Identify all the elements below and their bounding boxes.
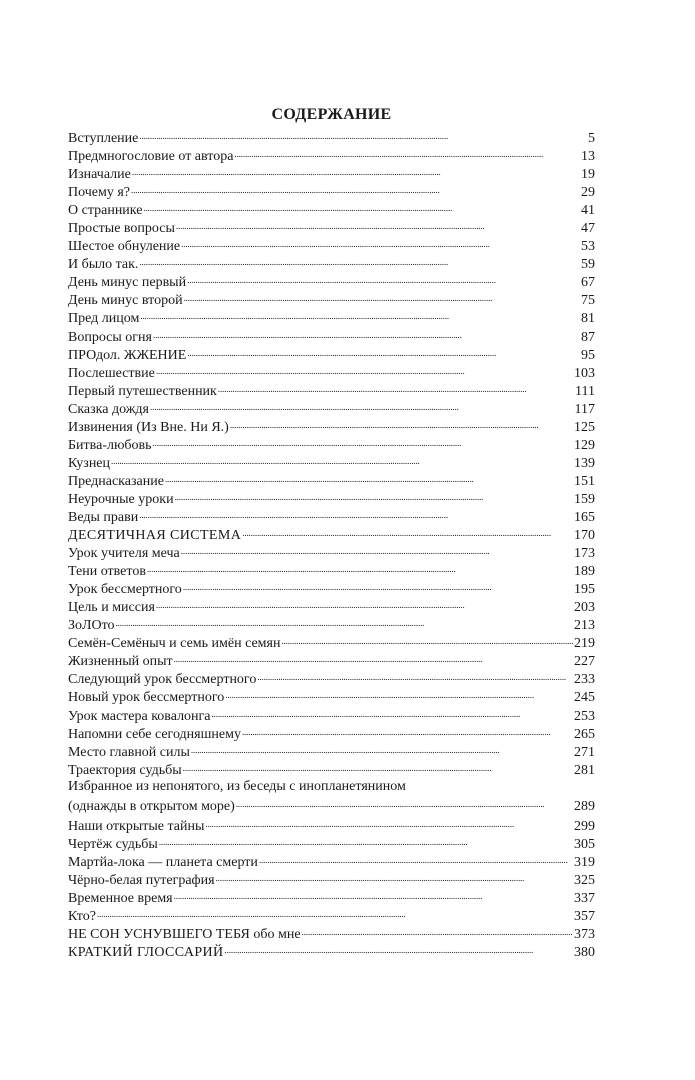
toc-entry-label: Изначалие	[68, 167, 131, 183]
toc-entry-label: Кто?	[68, 909, 96, 925]
toc-entry-label: Следующий урок бессмертного	[68, 672, 257, 688]
toc-entry	[68, 942, 595, 960]
toc-entry-label: И было так.	[68, 257, 139, 273]
toc-entry-label: Мартйа-лока — планета смерти	[68, 854, 258, 870]
toc-entry-label: (однажды в открытом море)	[68, 798, 235, 814]
toc-entry-label: ЗоЛОто	[68, 618, 115, 634]
toc-entry-label: Послешествие	[68, 365, 155, 381]
dot-leader	[218, 381, 574, 395]
toc-entry	[68, 816, 595, 834]
dot-leader	[230, 417, 573, 431]
toc-entry-label: Урок мастера ковалонга	[68, 708, 211, 724]
toc-entry	[68, 651, 595, 669]
toc-entry	[68, 417, 595, 435]
dot-leader	[143, 200, 580, 214]
toc-entry-label: Неурочные уроки	[68, 491, 174, 507]
toc-entry	[68, 254, 595, 272]
toc-entry-label: КРАТКИЙ ГЛОССАРИЙ	[68, 945, 224, 961]
dot-leader	[187, 272, 580, 286]
toc-entry	[68, 633, 595, 651]
toc-entry-page-number: 111	[575, 383, 595, 399]
toc-entry-page-number: 245	[574, 690, 595, 706]
toc-entry-label-line1: Избранное из непонятого, из беседы с инопланетянином	[68, 778, 406, 794]
toc-entry	[68, 453, 595, 471]
toc-entry-page-number: 299	[574, 818, 595, 834]
toc-entry-page-number: 265	[574, 726, 595, 742]
toc-entry-label: Простые вопросы	[68, 221, 175, 237]
dot-leader	[183, 579, 573, 593]
toc-entry-page-number: 319	[574, 854, 595, 870]
toc-entry-label: НЕ СОН УСНУВШЕГО ТЕБЯ обо мне	[68, 927, 301, 943]
toc-entry	[68, 218, 595, 236]
dot-leader	[236, 796, 573, 810]
toc-entry-page-number: 87	[581, 329, 595, 345]
toc-entry-page-number: 213	[574, 618, 595, 634]
dot-leader	[181, 236, 580, 250]
toc-entry-page-number: 357	[574, 909, 595, 925]
toc-entry-page-number: 41	[581, 203, 595, 219]
dot-leader	[184, 290, 580, 304]
toc-entry-page-number: 59	[581, 257, 595, 273]
toc-entry-label: О страннике	[68, 203, 143, 219]
toc-entry	[68, 327, 595, 345]
toc-title: СОДЕРЖАНИЕ	[271, 106, 392, 123]
toc-entry-label: Чертёж судьбы	[68, 836, 158, 852]
toc-entry-label: Пред лицом	[68, 311, 140, 327]
toc-entry-label: Битва-любовь	[68, 437, 152, 453]
dot-leader	[183, 760, 573, 774]
toc-entry-page-number: 81	[581, 311, 595, 327]
dot-leader	[153, 327, 580, 341]
toc-entry-label: Преднасказание	[68, 473, 164, 489]
dot-leader	[147, 561, 573, 575]
toc-entry-page-number: 139	[574, 455, 595, 471]
toc-entry	[68, 200, 595, 218]
dot-leader	[156, 597, 573, 611]
dot-leader	[153, 435, 573, 449]
dot-leader	[205, 816, 573, 830]
toc-entry	[68, 507, 595, 525]
toc-entry-page-number: 159	[574, 491, 595, 507]
dot-leader	[191, 742, 573, 756]
toc-list	[68, 128, 595, 960]
toc-entry-label: Сказка дождя	[68, 401, 149, 417]
toc-entry-page-number: 75	[581, 293, 595, 309]
dot-leader	[259, 852, 573, 866]
toc-entry	[68, 615, 595, 633]
toc-entry-page-number: 151	[574, 473, 595, 489]
toc-entry-page-number: 29	[581, 185, 595, 201]
dot-leader	[181, 543, 573, 557]
toc-entry	[68, 597, 595, 615]
dot-leader	[150, 399, 574, 413]
toc-entry-label: Урок бессмертного	[68, 582, 182, 598]
toc-entry-label: Траектория судьбы	[68, 762, 182, 778]
toc-entry-label: День минус первый	[68, 275, 187, 291]
toc-entry	[68, 778, 595, 816]
toc-entry-page-number: 195	[574, 582, 595, 598]
toc-entry	[68, 272, 595, 290]
dot-leader	[97, 906, 573, 920]
toc-entry-label: Семён-Семёныч и семь имён семян	[68, 636, 281, 652]
toc-entry-page-number: 203	[574, 600, 595, 616]
toc-entry	[68, 870, 595, 888]
toc-entry	[68, 760, 595, 778]
dot-leader	[242, 724, 573, 738]
dot-leader	[111, 453, 573, 467]
toc-entry-label: Предмногословие от автора	[68, 149, 234, 165]
toc-entry-label: Место главной силы	[68, 744, 190, 760]
dot-leader	[174, 651, 573, 665]
dot-leader	[132, 164, 580, 178]
toc-entry	[68, 924, 595, 942]
toc-entry	[68, 345, 595, 363]
toc-entry	[68, 852, 595, 870]
dot-leader	[302, 924, 573, 938]
toc-entry-page-number: 173	[574, 546, 595, 562]
toc-entry-page-number: 271	[574, 744, 595, 760]
toc-entry-page-number: 373	[574, 927, 595, 943]
toc-entry-page-number: 233	[574, 672, 595, 688]
dot-leader	[139, 507, 573, 521]
toc-entry-page-number: 337	[574, 890, 595, 906]
dot-leader	[281, 633, 573, 647]
toc-entry-page-number: 13	[581, 149, 595, 165]
toc-entry-label: Наши открытые тайны	[68, 818, 205, 834]
dot-leader	[131, 182, 580, 196]
toc-entry	[68, 669, 595, 687]
toc-entry-label: Вступление	[68, 131, 139, 146]
toc-entry-page-number: 47	[581, 221, 595, 237]
toc-entry-page-number: 281	[574, 762, 595, 778]
toc-entry	[68, 435, 595, 453]
dot-leader	[156, 363, 573, 377]
dot-leader	[212, 706, 573, 720]
toc-entry	[68, 128, 595, 146]
toc-entry-page-number: 325	[574, 872, 595, 888]
toc-entry-label: Извинения (Из Вне. Ни Я.)	[68, 419, 229, 435]
dot-leader	[139, 254, 580, 268]
dot-leader	[257, 669, 573, 683]
toc-entry	[68, 399, 595, 417]
toc-entry-label: Тени ответов	[68, 564, 146, 580]
toc-entry	[68, 308, 595, 326]
toc-entry-label: Первый путешественник	[68, 383, 217, 399]
toc-entry-label: Кузнец	[68, 455, 111, 471]
toc-entry-page-number: 95	[581, 347, 595, 363]
toc-entry-page-number: 219	[574, 636, 595, 652]
dot-leader	[216, 870, 573, 884]
dot-leader	[139, 128, 587, 142]
toc-entry	[68, 164, 595, 182]
toc-entry-page-number: 129	[574, 437, 595, 453]
toc-entry-label: День минус второй	[68, 293, 183, 309]
toc-entry-label: Новый урок бессмертного	[68, 690, 225, 706]
toc-entry-page-number: 289	[574, 798, 595, 814]
toc-entry	[68, 579, 595, 597]
toc-entry-page-number: 103	[574, 365, 595, 381]
toc-entry	[68, 742, 595, 760]
toc-entry-label: Веды прави	[68, 509, 139, 525]
toc-entry-label: Шестое обнуление	[68, 239, 181, 255]
toc-entry-page-number: 305	[574, 836, 595, 852]
toc-entry	[68, 363, 595, 381]
toc-entry-label: Жизненный опыт	[68, 654, 173, 670]
dot-leader	[159, 834, 573, 848]
toc-entry	[68, 724, 595, 742]
toc-entry-page-number: 67	[581, 275, 595, 291]
toc-entry-page-number: 170	[574, 528, 595, 544]
toc-entry	[68, 236, 595, 254]
toc-entry-label: Напомни себе сегодняшнему	[68, 726, 241, 742]
toc-entry	[68, 489, 595, 507]
toc-entry-label: ДЕСЯТИЧНАЯ СИСТЕМА	[68, 528, 242, 544]
toc-entry-page-number: 227	[574, 654, 595, 670]
toc-entry-label: ПРОдол. ЖЖЕНИЕ	[68, 347, 187, 363]
toc-entry	[68, 146, 595, 164]
dot-leader	[234, 146, 580, 160]
toc-entry	[68, 182, 595, 200]
toc-entry	[68, 906, 595, 924]
toc-entry-page-number: 189	[574, 564, 595, 580]
toc-entry	[68, 471, 595, 489]
dot-leader	[187, 345, 580, 359]
toc-entry-label: Чёрно-белая путеграфия	[68, 872, 215, 888]
toc-entry	[68, 834, 595, 852]
toc-entry-label: Вопросы огня	[68, 329, 152, 345]
toc-entry-page-number: 165	[574, 509, 595, 525]
toc-entry-label: Почему я?	[68, 185, 131, 201]
toc-entry-label: Урок учителя меча	[68, 546, 180, 562]
dot-leader	[174, 888, 573, 902]
toc-entry	[68, 290, 595, 308]
dot-leader	[165, 471, 573, 485]
dot-leader	[140, 308, 580, 322]
dot-leader	[116, 615, 573, 629]
toc-entry	[68, 561, 595, 579]
toc-entry-label: Цель и миссия	[68, 600, 155, 616]
toc-entry	[68, 888, 595, 906]
toc-entry-page-number: 5	[588, 131, 595, 146]
toc-entry-page-number: 117	[574, 401, 595, 417]
toc-page	[68, 104, 595, 960]
toc-entry	[68, 687, 595, 705]
toc-entry	[68, 381, 595, 399]
toc-entry	[68, 543, 595, 561]
toc-entry	[68, 706, 595, 724]
dot-leader	[242, 525, 573, 539]
dot-leader	[225, 942, 573, 956]
dot-leader	[175, 489, 573, 503]
toc-entry-page-number: 19	[581, 167, 595, 183]
toc-entry-label: Временное время	[68, 890, 173, 906]
dot-leader	[176, 218, 580, 232]
toc-entry	[68, 525, 595, 543]
toc-entry-page-number: 125	[574, 419, 595, 435]
toc-entry-page-number: 253	[574, 708, 595, 724]
toc-entry-page-number: 380	[574, 945, 595, 961]
toc-entry-page-number: 53	[581, 239, 595, 255]
dot-leader	[225, 687, 573, 701]
